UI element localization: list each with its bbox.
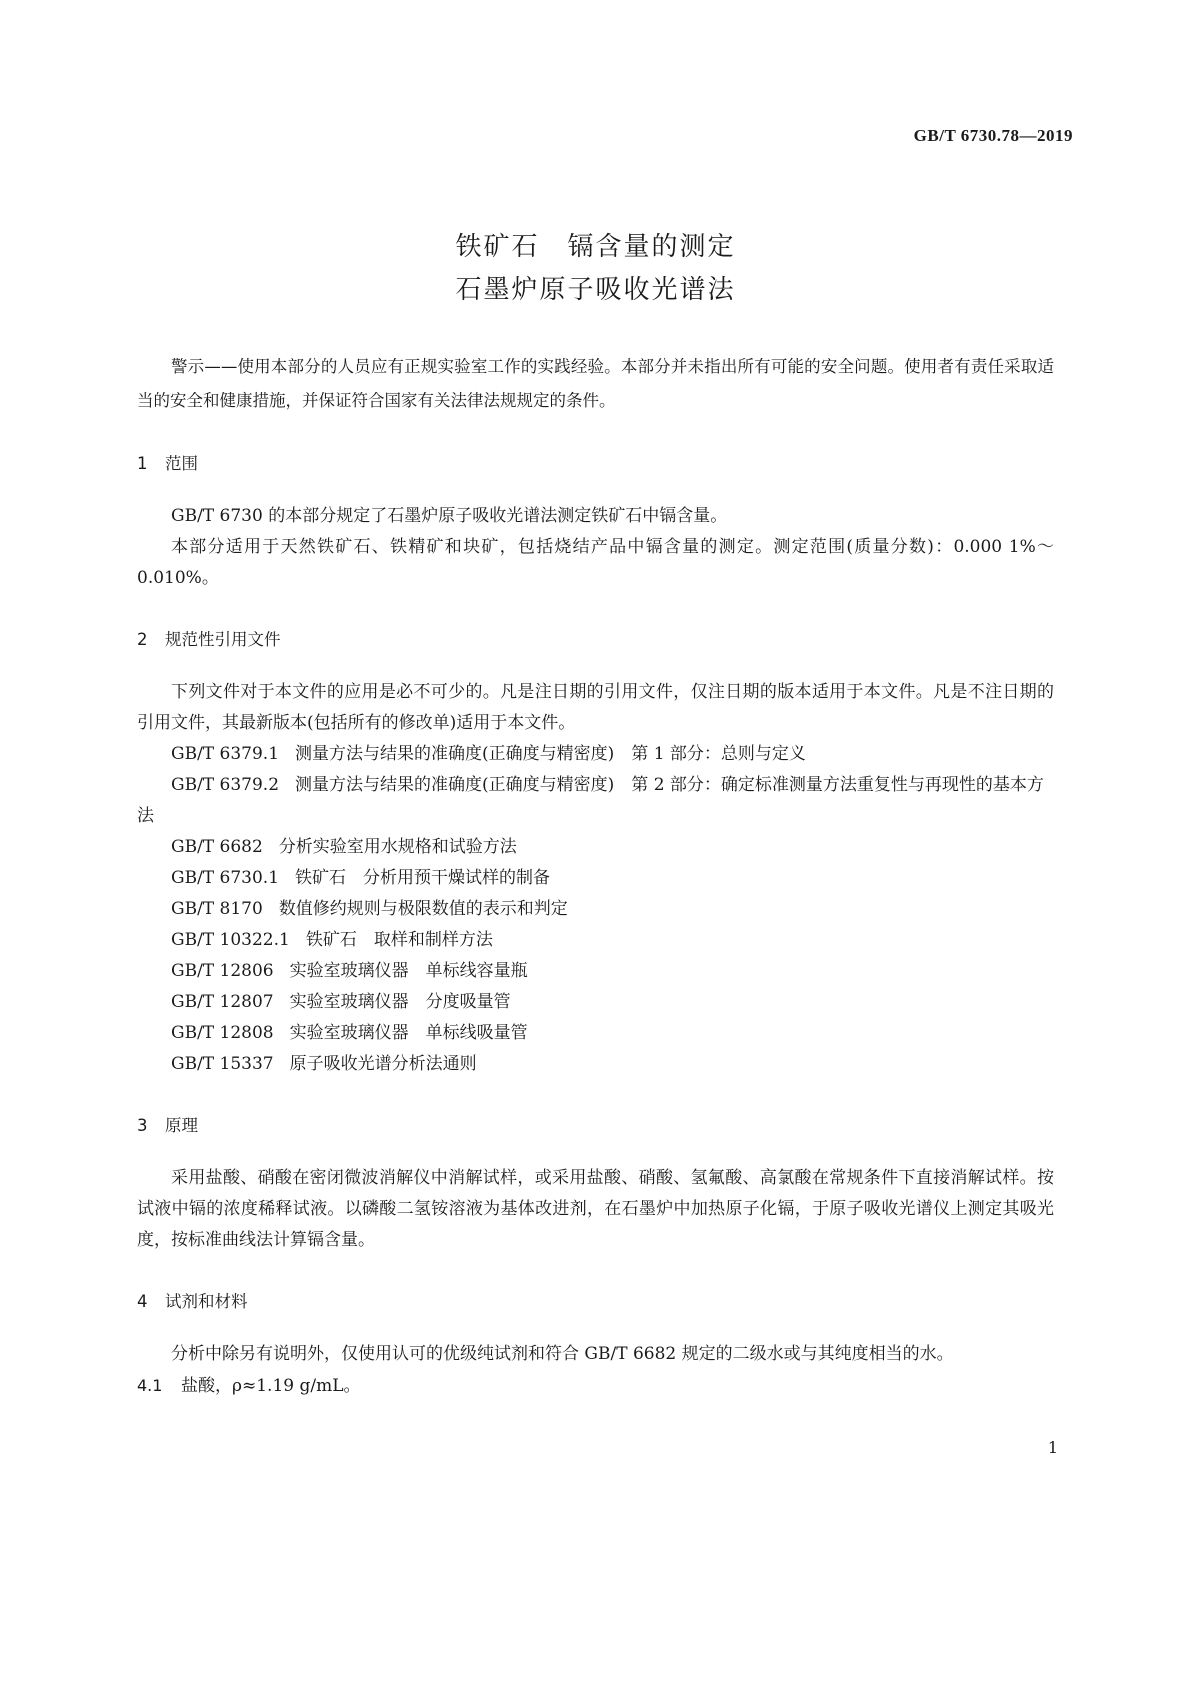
reference-title: 铁矿石 取样和制样方法	[305, 930, 493, 950]
reference-code: GB/T 15337	[171, 1054, 274, 1074]
references-intro: 下列文件对于本文件的应用是必不可少的。凡是注日期的引用文件，仅注日期的版本适用于本文件。凡是不注日期的引用文件，其最新版本(包括所有的修改单)适用于本文件。	[137, 682, 1054, 733]
reference-code: GB/T 6379.1	[171, 744, 280, 764]
reference-title: 实验室玻璃仪器 分度吸量管	[289, 992, 511, 1012]
reference-title: 数值修约规则与极限数值的表示和判定	[278, 899, 568, 919]
section-number: 4	[137, 1292, 148, 1311]
reference-code: GB/T 12808	[171, 1023, 274, 1043]
reference-code: GB/T 6682	[171, 837, 263, 857]
principle-paragraph: 采用盐酸、硝酸在密闭微波消解仪中消解试样，或采用盐酸、硝酸、氢氟酸、高氯酸在常规条件下直接消解试样。按试液中镉的浓度稀释试液。以磷酸二氢铵溶液为基体改进剂，在石墨炉中加热原子化镉，于原子吸收光谱仪上测定其吸光度，按标准曲线法计算镉含量。	[137, 1168, 1054, 1250]
section-title: 原理	[165, 1116, 198, 1135]
document-title	[0, 226, 1191, 312]
section-title: 范围	[165, 454, 198, 473]
document-body	[137, 350, 1054, 1402]
section-number: 3	[137, 1116, 148, 1135]
reference-title: 测量方法与结果的准确度(正确度与精密度) 第 2 部分：确定标准测量方法重复性与再现性的基本方法	[137, 775, 1044, 826]
scope-paragraph-2: 本部分适用于天然铁矿石、铁精矿和块矿，包括烧结产品中镉含量的测定。测定范围(质量分数)：0.000 1%～0.010%。	[137, 537, 1054, 588]
reagent-item	[137, 1370, 1054, 1402]
section-heading-4	[137, 1286, 1054, 1317]
title-line-2: 石墨炉原子吸收光谱法	[455, 275, 736, 305]
reference-title: 原子吸收光谱分析法通则	[289, 1054, 477, 1074]
reference-code: GB/T 10322.1	[171, 930, 290, 950]
section-title: 规范性引用文件	[165, 630, 281, 649]
reference-code: GB/T 6379.2	[171, 775, 280, 795]
reference-code: GB/T 8170	[171, 899, 263, 919]
reference-item	[137, 956, 1054, 987]
page-number: 1	[1047, 1438, 1058, 1457]
section-heading-3	[137, 1110, 1054, 1141]
scope-paragraph-1: GB/T 6730 的本部分规定了石墨炉原子吸收光谱法测定铁矿石中镉含量。	[171, 506, 728, 526]
section-title: 试剂和材料	[165, 1292, 248, 1311]
reference-item	[137, 770, 1054, 832]
reference-item	[137, 925, 1054, 956]
section-heading-2	[137, 624, 1054, 655]
section-number: 1	[137, 454, 148, 473]
reference-item	[137, 863, 1054, 894]
reference-item	[137, 739, 1054, 770]
reference-code: GB/T 6730.1	[171, 868, 280, 888]
section-heading-1	[137, 448, 1054, 479]
title-line-1: 铁矿石 镉含量的测定	[455, 232, 736, 262]
reagent-number: 4.1	[137, 1376, 163, 1395]
reference-title: 实验室玻璃仪器 单标线容量瓶	[289, 961, 528, 981]
reference-item	[137, 894, 1054, 925]
reference-code: GB/T 12807	[171, 992, 274, 1012]
reference-title: 测量方法与结果的准确度(正确度与精密度) 第 1 部分：总则与定义	[295, 744, 806, 764]
reference-item	[137, 1049, 1054, 1080]
reference-item	[137, 1018, 1054, 1049]
reference-title: 分析实验室用水规格和试验方法	[278, 837, 517, 857]
reagent-text: 盐酸，ρ≈1.19 g/mL。	[181, 1376, 361, 1396]
section-number: 2	[137, 630, 148, 649]
reference-code: GB/T 12806	[171, 961, 274, 981]
warning-notice: 警示——使用本部分的人员应有正规实验室工作的实践经验。本部分并未指出所有可能的安全问题。使用者有责任采取适当的安全和健康措施，并保证符合国家有关法律法规规定的条件。	[137, 357, 1054, 410]
reference-title: 实验室玻璃仪器 单标线吸量管	[289, 1023, 528, 1043]
reference-item	[137, 987, 1054, 1018]
standard-number: GB/T 6730.78—2019	[913, 126, 1073, 145]
reagents-paragraph: 分析中除另有说明外，仅使用认可的优级纯试剂和符合 GB/T 6682 规定的二级水或与其纯度相当的水。	[171, 1344, 954, 1364]
reference-item	[137, 832, 1054, 863]
reference-title: 铁矿石 分析用预干燥试样的制备	[295, 868, 551, 888]
